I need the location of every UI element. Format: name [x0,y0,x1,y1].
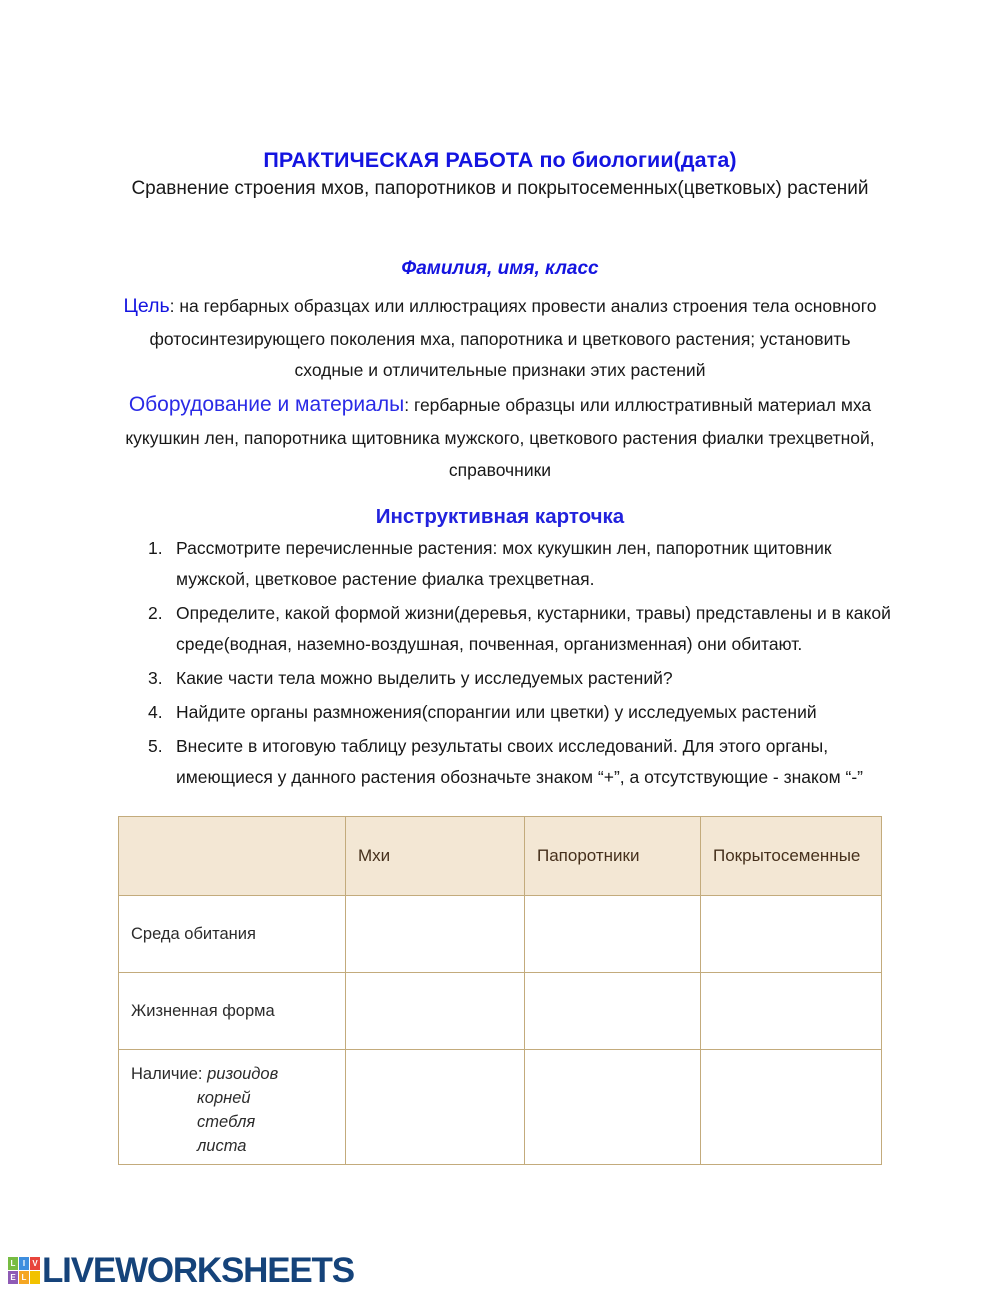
table-row [119,973,882,1050]
presence-item-stem: стебля [197,1112,256,1131]
presence-item-rhizoids: ризоидов [207,1065,279,1083]
presence-item-leaf: листа [197,1136,247,1155]
table-header-cell-mosses: Мхи [346,817,525,896]
logo-tiles [8,1257,40,1284]
row-label-habitat: Среда обитания [119,896,346,973]
list-item-number: 2. [148,602,163,623]
table-row [119,896,882,973]
student-name-line: Фамилия, имя, класс [401,258,599,279]
logo-tile-v: V [30,1257,40,1270]
comparison-table [118,816,882,1165]
list-item-text: Какие части тела можно выделить у исследуемых растений? [176,667,673,688]
logo-tile-e: E [8,1271,18,1284]
equipment-text: гербарные образцы или иллюстративный материал мха кукушкин лен, папоротника щитовника мужского, цветкового растения фиалки трехцветной, справочники [125,395,875,480]
list-item-text: Рассмотрите перечисленные растения: мох кукушкин лен, папоротник щитовник мужской, цветковое растение фиалка трехцветная. [176,538,832,589]
answer-cell-habitat-mosses[interactable] [346,896,525,973]
answer-cell-lifeform-mosses[interactable] [346,973,525,1050]
list-item-text: Внесите в итоговую таблицу результаты своих исследований. Для этого органы, имеющиеся у данного растения обозначьте знаком “+”, а отсутствующие - знаком “-” [176,735,863,787]
equipment-paragraph [118,386,882,486]
table-header-cell-blank [119,817,346,896]
list-item [148,598,892,660]
row-label-life-form: Жизненная форма [119,973,346,1050]
presence-item-roots: корней [197,1088,251,1107]
equipment-separator: : [404,395,410,415]
table-header-cell-angiosperms: Покрытосеменные [701,817,882,896]
list-item-text: Найдите органы размножения(спорангии или цветки) у исследуемых растений [176,701,817,722]
list-item [148,663,892,694]
instruction-card-heading: Инструктивная карточка [375,505,625,528]
presence-label-line [131,1063,333,1087]
page-subtitle: Сравнение строения мхов, папоротников и покрытосеменных(цветковых) растений [131,178,869,199]
list-item-text: Определите, какой формой жизни(деревья, кустарники, травы) представлены и в какой среде(водная, наземно-воздушная, почвенная, организменная) они обитают. [176,602,891,654]
answer-cell-lifeform-angiosperms[interactable] [701,973,882,1050]
list-item-number: 4. [148,701,163,722]
table-row [119,1050,882,1165]
equipment-label: Оборудование и материалы [128,393,405,416]
logo-tile-l1: L [8,1257,18,1270]
logo-tile-i: I [19,1257,29,1270]
goal-label: Цель [123,295,170,317]
answer-cell-presence-angiosperms[interactable] [701,1050,882,1165]
list-item-number: 5. [148,735,163,756]
answer-cell-presence-ferns[interactable] [525,1050,701,1165]
answer-cell-habitat-ferns[interactable] [525,896,701,973]
list-item [148,533,892,595]
answer-cell-lifeform-ferns[interactable] [525,973,701,1050]
table-body [119,896,882,1165]
answer-cell-presence-mosses[interactable] [346,1050,525,1165]
page-title: ПРАКТИЧЕСКАЯ РАБОТА по биологии(дата) [263,148,737,173]
goal-text: на гербарных образцах или иллюстрациях провести анализ строения тела основного фотосинтезирующего поколения мха, папоротника и цветкового растения; установить сходные и отличительные признаки этих растений [149,296,877,380]
answer-cell-habitat-angiosperms[interactable] [701,896,882,973]
liveworksheets-logo [8,1253,354,1288]
presence-label: Наличие: [131,1065,203,1083]
list-item [148,731,892,793]
table-header-cell-ferns: Папоротники [525,817,701,896]
table-header [119,817,882,896]
row-label-presence [119,1050,346,1165]
list-item [148,697,892,728]
logo-tile-blank [30,1271,40,1284]
logo-wordmark: LIVEWORKSHEETS [42,1251,354,1290]
presence-sublist [131,1063,333,1159]
table-header-row [119,817,882,896]
goal-paragraph [118,289,882,386]
instruction-list [148,533,892,796]
logo-tile-l2: L [19,1271,29,1284]
list-item-number: 3. [148,667,163,688]
list-item-number: 1. [148,538,163,558]
goal-separator: : [169,296,175,316]
